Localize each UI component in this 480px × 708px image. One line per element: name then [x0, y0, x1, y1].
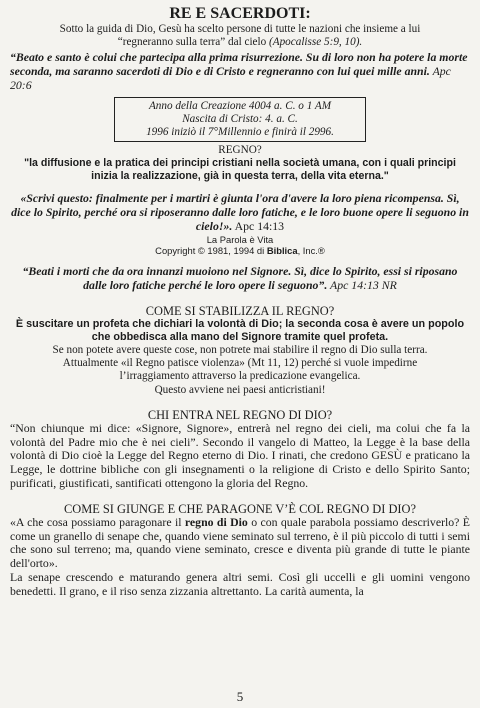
- bible-copyright-text: Copyright © 1981, 1994 di: [155, 245, 267, 257]
- page-title: RE E SACERDOTI:: [169, 5, 311, 22]
- biblica-logo: Biblica: [266, 245, 298, 257]
- stabilizza-bold-text: È suscitare un profeta che dichiari la volontà di Dio; la seconda cosa è avere un popolo che obbedisca alla mano del Signore tramite quel profeta.: [15, 317, 465, 343]
- quote-apc-14-13-ref: Apc 14:13: [232, 218, 285, 233]
- entra-text: “Non chiunque mi dice: «Signore, Signore», entrerà nel regno dei cieli, ma colui che fa la volontà del Padre mio che è nei cieli”. Secondo il vangelo di Matteo, la Legge è la base della volontà di Dio cioè la Legge del Regno eterno di Dio. I rinati, che credono GESÙ e praticano la Legge, le dottrine bibliche con gli insegnamenti o la religione di Cristo e dello Spirito Santo; purificati, giustificati, santificati ottengono la gloria del Regno.: [10, 420, 470, 490]
- chronology-line-3: 1996 iniziò il 7°Millennio e finirà il 2996.: [146, 125, 334, 138]
- chronology-box: [114, 97, 366, 142]
- quote-apc-14-13: [10, 192, 470, 233]
- intro-line-1: Sotto la guida di Dio, Gesù ha scelto persone di tutte le nazioni che insieme a lui: [59, 23, 421, 35]
- bible-copyright-suffix: , Inc.®: [297, 245, 325, 257]
- quote-apc-14-13-nr-text: “Beati i morti che da ora innanzi muoiono nel Signore. Sì, dice lo Spirito, essi si riposano dalle loro fatiche perché le loro opere li seguono”.: [22, 264, 458, 293]
- intro-text: [10, 23, 470, 49]
- regno-definition: "la diffusione e la pratica dei principi cristiani nella società umana, con i quali principi inizia la realizzazione, già in questa terra, della vita eterna.": [24, 157, 456, 182]
- giunge-quote-regno: regno di Dio: [184, 514, 248, 529]
- bible-source-name: La Parola è Vita: [206, 234, 274, 246]
- chronology-line-2: Nascita di Cristo: 4. a. C.: [182, 112, 298, 125]
- quote-apc-20-6: [10, 51, 470, 92]
- giunge-quote-rest: o con quale parabola possiamo descriverlo? È come un granello di senape che, quando viene seminato sul terreno, è il più piccolo di tutti i semi che sono sul terreno; ma, quando viene seminato, cresce e diventa più grande di tutte le piante dell'orto».: [10, 514, 470, 571]
- quote-apc-20-6-ref: Apc 20:6: [10, 64, 451, 92]
- bible-copyright: [10, 245, 470, 256]
- stabilizza-text: [10, 344, 470, 397]
- stabilizza-line-2: Attualmente «il Regno patisce violenza» (Mt 11, 12) perché si vuole impedirne: [62, 357, 418, 370]
- giunge-quote: [10, 516, 470, 571]
- bible-source: [10, 234, 470, 256]
- stabilizza-line-3: l’irraggiamento attraverso la predicazione evangelica.: [119, 370, 361, 383]
- giunge-heading: COME SI GIUNGE E CHE PARAGONE V’È COL REGNO DI DIO?: [64, 501, 416, 516]
- quote-apc-14-13-text: «Scrivi questo: finalmente per i martiri è giunta l'ora d'avere la loro piena ricompensa. Sì, dice lo Spirito, perché ora si riposeranno dalle loro fatiche, e le loro buone opere li seguono in cielo!».: [11, 191, 469, 233]
- giunge-quote-start: «A che cosa possiamo paragonare il: [10, 514, 185, 529]
- intro-line-2-text: “regneranno sulla terra” dal cielo: [117, 36, 270, 49]
- stabilizza-line-4: Questo avviene nei paesi anticristiani!: [154, 383, 326, 396]
- stabilizza-heading: COME SI STABILIZZA IL REGNO?: [145, 303, 335, 318]
- entra-heading: CHI ENTRA NEL REGNO DI DIO?: [147, 407, 333, 422]
- quote-apc-14-13-nr: [10, 265, 470, 293]
- quote-apc-20-6-text: “Beato e santo è colui che partecipa alla prima risurrezione. Su di loro non ha potere la morte seconda, ma saranno sacerdoti di Dio e di Cristo e regneranno con lui quei mille anni.: [10, 50, 468, 79]
- quote-apc-14-13-nr-ref: Apc 14:13 NR: [327, 278, 397, 293]
- regno-heading: REGNO?: [218, 143, 262, 156]
- intro-line-2: [10, 36, 470, 49]
- giunge-text: La senape crescendo e maturando genera altri semi. Così gli uccelli e gli uomini vengono benedetti. Il grano, e il riso senza zizzania altrettanto. La carità aumenta, la: [10, 569, 470, 598]
- stabilizza-line-1: Se non potete avere queste cose, non potrete mai stabilire il regno di Dio sulla terra.: [52, 343, 428, 356]
- chronology-line-1: Anno della Creazione 4004 a. C. o 1 AM: [148, 99, 332, 112]
- page-number: 5: [236, 689, 244, 704]
- intro-reference: (Apocalisse 5:9, 10).: [269, 36, 363, 49]
